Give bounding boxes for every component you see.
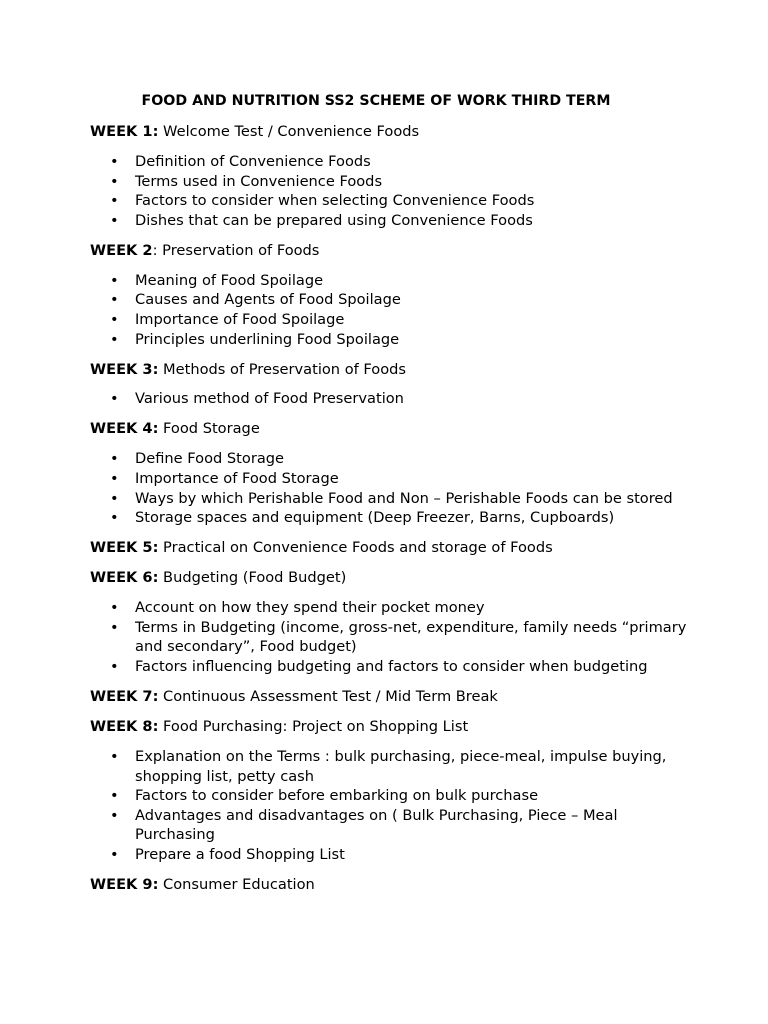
- topic-item: [90, 389, 690, 409]
- week-heading: [90, 568, 690, 588]
- bullet-icon: •: [110, 271, 119, 289]
- bullet-icon: •: [110, 390, 119, 408]
- topic-text: Terms used in Convenience Foods: [135, 172, 383, 190]
- bullet-icon: •: [110, 489, 119, 507]
- topic-item: [90, 449, 690, 469]
- topic-text: Account on how they spend their pocket money: [135, 599, 485, 617]
- topic-list: [90, 598, 690, 676]
- week-heading: [90, 717, 690, 737]
- bullet-icon: •: [110, 470, 119, 488]
- bullet-icon: •: [110, 450, 119, 468]
- bullet-icon: •: [110, 806, 119, 824]
- week-section: [90, 717, 690, 865]
- week-heading: [90, 122, 690, 142]
- week-topic: Budgeting (Food Budget): [158, 569, 347, 587]
- week-topic: Practical on Convenience Foods and storage of Foods: [158, 539, 553, 557]
- topic-item: [90, 598, 690, 618]
- topic-item: [90, 657, 690, 677]
- week-label: WEEK 1:: [90, 123, 159, 140]
- topic-text: Importance of Food Storage: [135, 470, 339, 488]
- week-label: WEEK 5:: [90, 539, 159, 557]
- week-topic: Welcome Test / Convenience Foods: [158, 123, 420, 140]
- week-section: [90, 687, 690, 707]
- topic-text: Meaning of Food Spoilage: [135, 271, 324, 289]
- topic-text: Define Food Storage: [135, 450, 285, 468]
- week-section: [90, 360, 690, 410]
- topic-list: [90, 747, 690, 865]
- topic-text: Definition of Convenience Foods: [135, 152, 371, 170]
- topic-item: [90, 786, 690, 806]
- week-topic: Food Storage: [158, 420, 260, 438]
- topic-text: Factors to consider before embarking on bulk purchase: [135, 787, 539, 805]
- week-label: WEEK 4:: [90, 420, 159, 438]
- bullet-icon: •: [110, 192, 119, 210]
- topic-item: [90, 618, 690, 657]
- topic-item: [90, 806, 690, 845]
- bullet-icon: •: [110, 172, 119, 190]
- week-section: [90, 122, 690, 230]
- week-section: [90, 568, 690, 676]
- topic-list: [90, 271, 690, 349]
- bullet-icon: •: [110, 509, 119, 527]
- week-heading: [90, 419, 690, 439]
- topic-text: Factors to consider when selecting Convenience Foods: [135, 192, 535, 210]
- topic-item: [90, 489, 690, 509]
- week-topic: Methods of Preservation of Foods: [158, 360, 407, 378]
- topic-text: Causes and Agents of Food Spoilage: [135, 291, 401, 309]
- topic-text: Various method of Food Preservation: [135, 390, 404, 408]
- week-heading: [90, 875, 690, 895]
- bullet-icon: •: [110, 330, 119, 348]
- topic-text: Explanation on the Terms : bulk purchasing, piece-meal, impulse buying, shopping list, petty cash: [135, 747, 667, 785]
- week-section: [90, 241, 690, 349]
- bullet-icon: •: [110, 310, 119, 328]
- topic-item: [90, 191, 690, 211]
- bullet-icon: •: [110, 845, 119, 863]
- document-title: FOOD AND NUTRITION SS2 SCHEME OF WORK THIRD TERM: [141, 93, 611, 109]
- topic-item: [90, 290, 690, 310]
- week-topic: Consumer Education: [158, 875, 315, 893]
- topic-text: Importance of Food Spoilage: [135, 310, 345, 328]
- week-label: WEEK 9:: [90, 875, 159, 893]
- bullet-icon: •: [110, 291, 119, 309]
- bullet-icon: •: [110, 657, 119, 675]
- topic-list: [90, 152, 690, 230]
- week-heading: [90, 687, 690, 707]
- bullet-icon: •: [110, 211, 119, 229]
- week-label: WEEK 8:: [90, 717, 159, 735]
- topic-item: [90, 330, 690, 350]
- topic-item: [90, 508, 690, 528]
- week-label: WEEK 3:: [90, 360, 159, 378]
- topic-item: [90, 172, 690, 192]
- topic-item: [90, 310, 690, 330]
- bullet-icon: •: [110, 618, 119, 636]
- week-heading: [90, 241, 690, 261]
- week-section: [90, 875, 690, 895]
- week-separator: :: [152, 241, 158, 259]
- topic-item: [90, 469, 690, 489]
- bullet-icon: •: [110, 152, 119, 170]
- topic-text: Terms in Budgeting (income, gross-net, expenditure, family needs “primary and secondary”, Food budget): [135, 618, 687, 656]
- topic-item: [90, 747, 690, 786]
- bullet-icon: •: [110, 599, 119, 617]
- bullet-icon: •: [110, 787, 119, 805]
- topic-text: Factors influencing budgeting and factors to consider when budgeting: [135, 657, 648, 675]
- week-topic: Continuous Assessment Test / Mid Term Break: [158, 687, 498, 705]
- bullet-icon: •: [110, 747, 119, 765]
- topic-text: Storage spaces and equipment (Deep Freezer, Barns, Cupboards): [135, 509, 615, 527]
- week-heading: [90, 360, 690, 380]
- topic-list: [90, 449, 690, 527]
- topic-text: Ways by which Perishable Food and Non – Perishable Foods can be stored: [135, 489, 673, 507]
- week-label: WEEK 6:: [90, 569, 159, 587]
- week-label: WEEK 2: [90, 241, 153, 259]
- scheme-of-work: [90, 122, 690, 905]
- topic-text: Dishes that can be prepared using Convenience Foods: [135, 211, 533, 229]
- week-section: [90, 538, 690, 558]
- topic-text: Prepare a food Shopping List: [135, 845, 345, 863]
- week-topic: Preservation of Foods: [157, 241, 320, 259]
- topic-text: Advantages and disadvantages on ( Bulk Purchasing, Piece – Meal Purchasing: [135, 806, 618, 844]
- topic-item: [90, 271, 690, 291]
- topic-item: [90, 845, 690, 865]
- week-section: [90, 419, 690, 527]
- week-label: WEEK 7:: [90, 687, 159, 705]
- topic-text: Principles underlining Food Spoilage: [135, 330, 400, 348]
- week-topic: Food Purchasing: Project on Shopping List: [158, 717, 469, 735]
- topic-list: [90, 389, 690, 409]
- topic-item: [90, 211, 690, 231]
- topic-item: [90, 152, 690, 172]
- week-heading: [90, 538, 690, 558]
